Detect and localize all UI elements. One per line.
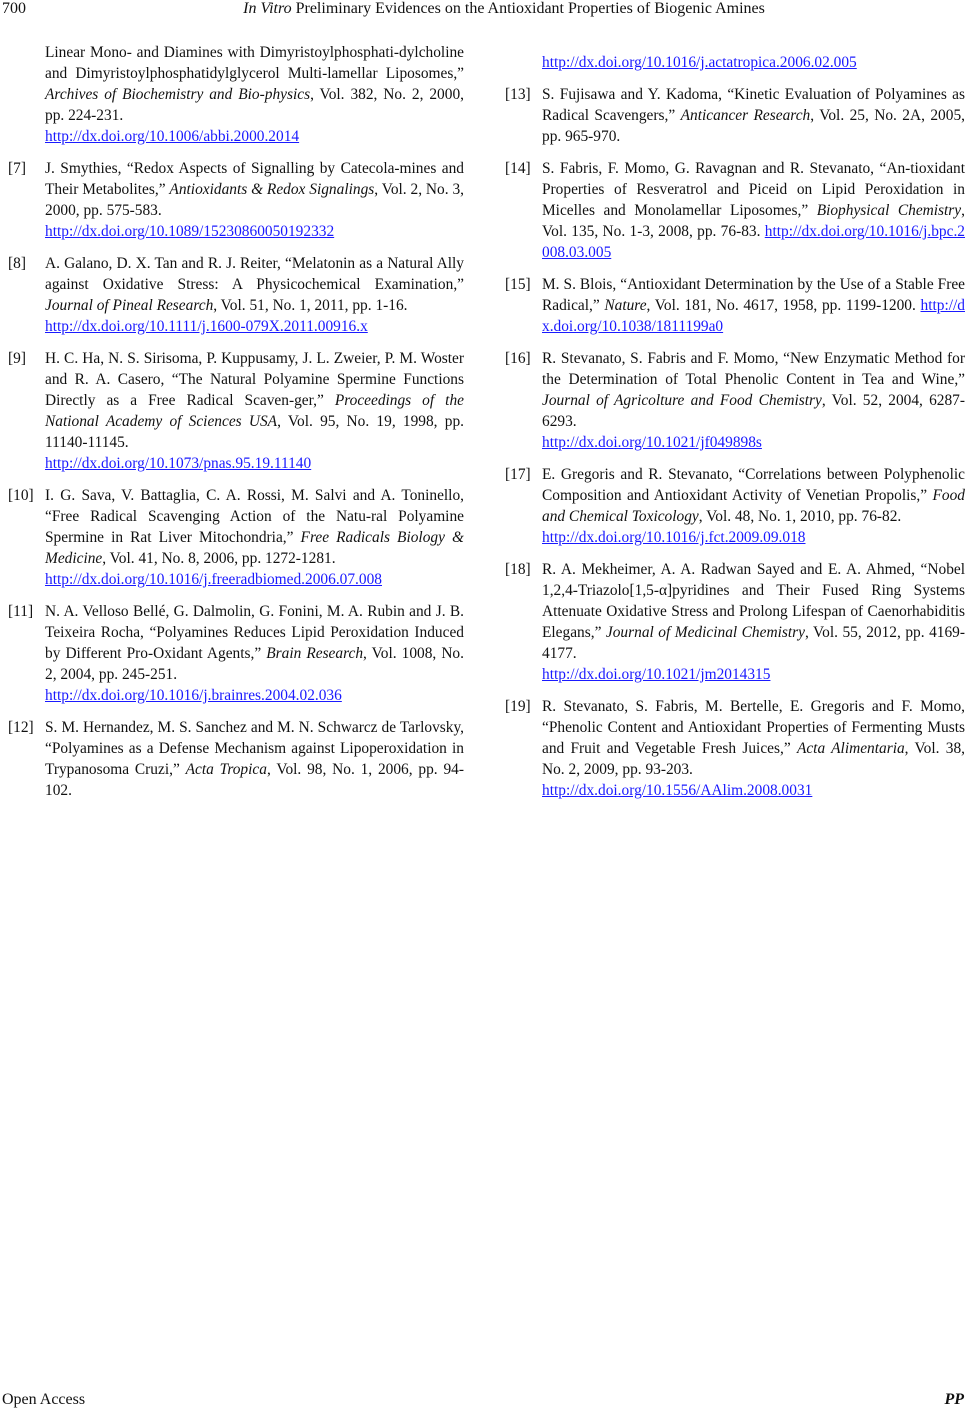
reference-number: [15] bbox=[505, 276, 531, 293]
reference-text: , Vol. 52, 2004, 6287-6293. bbox=[542, 392, 965, 430]
reference-number: [9] bbox=[8, 350, 26, 367]
reference-text: , Vol. 1008, No. 2, 2004, pp. 245-251. bbox=[45, 645, 464, 683]
reference-text: , Vol. 135, No. 1-3, 2008, pp. 76-83. bbox=[542, 202, 965, 240]
reference-body bbox=[45, 485, 464, 590]
right-column bbox=[505, 52, 965, 812]
reference-body bbox=[45, 717, 464, 801]
reference-body bbox=[45, 158, 464, 242]
reference-body bbox=[542, 158, 965, 263]
reference-item bbox=[8, 485, 464, 590]
doi-link[interactable]: http://dx.doi.org/10.1089/15230860050192332 bbox=[45, 223, 335, 240]
reference-source: Free Radicals Biology & Medicine bbox=[45, 529, 464, 567]
running-title bbox=[0, 0, 968, 18]
reference-text: R. A. Mekheimer, A. A. Radwan Sayed and E. A. Ahmed, “Nobel 1,2,4-Triazolo[1,5-α]pyridines and Their Fused Ring Systems Attenuate Oxidative Stress and Prolong Lifespan of Caenorhabiditis Elegans,” bbox=[542, 561, 965, 641]
reference-text: , Vol. 55, 2012, pp. 4169-4177. bbox=[542, 624, 965, 662]
doi-link[interactable]: http://dx.doi.org/10.1016/j.bpc.2008.03.005 bbox=[542, 223, 965, 261]
reference-text: , Vol. 98, No. 1, 2006, pp. 94-102. bbox=[45, 761, 464, 799]
doi-link[interactable]: http://dx.doi.org/10.1016/j.brainres.2004.02.036 bbox=[45, 687, 342, 704]
reference-number: [16] bbox=[505, 350, 531, 367]
reference-text: E. Gregoris and R. Stevanato, “Correlations between Polyphenolic Composition and Antioxidant Activity of Venetian Propolis,” bbox=[542, 466, 965, 504]
reference-text: S. Fabris, F. Momo, G. Ravagnan and R. Stevanato, “An-tioxidant Properties of Resveratrol and Piceid on Lipid Peroxidation in Micelles and Monolamellar Liposomes,” bbox=[542, 160, 965, 219]
reference-body bbox=[45, 601, 464, 706]
reference-item bbox=[505, 464, 965, 548]
doi-link[interactable]: http://dx.doi.org/10.1021/jf049898s bbox=[542, 434, 762, 451]
reference-text: N. A. Velloso Bellé, G. Dalmolin, G. Fonini, M. A. Rubin and J. B. Teixeira Rocha, “Polyamines Reduces Lipid Peroxidation Induced by Different Pro-Oxidant Agents,” bbox=[45, 603, 464, 662]
reference-source: Archives of Biochemistry and Bio-physics bbox=[45, 86, 311, 103]
reference-text: , Vol. 382, No. 2, 2000, pp. 224-231. bbox=[45, 86, 464, 124]
reference-source: Journal of Agricolture and Food Chemistry bbox=[542, 392, 822, 409]
reference-item bbox=[8, 253, 464, 337]
reference-text: , Vol. 181, No. 4617, 1958, pp. 1199-1200. bbox=[646, 297, 921, 314]
reference-item bbox=[8, 158, 464, 242]
running-title-text: Preliminary Evidences on the Antioxidant Properties of Biogenic Amines bbox=[291, 0, 765, 17]
reference-number: [13] bbox=[505, 86, 531, 103]
reference-item bbox=[8, 717, 464, 801]
reference-item bbox=[505, 274, 965, 337]
reference-text: I. G. Sava, V. Battaglia, C. A. Rossi, M. Salvi and A. Toninello, “Free Radical Scavenging Action of the Natu-ral Polyamine Spermine in Rat Liver Mitochondria,” bbox=[45, 487, 464, 546]
reference-number: [8] bbox=[8, 255, 26, 272]
reference-text: , Vol. 2, No. 3, 2000, pp. 575-583. bbox=[45, 181, 464, 219]
reference-number: [10] bbox=[8, 487, 34, 504]
reference-source: Biophysical Chemistry bbox=[816, 202, 962, 219]
reference-text: , Vol. 95, No. 19, 1998, pp. 11140-11145. bbox=[45, 413, 464, 451]
reference-text: , Vol. 38, No. 2, 2009, pp. 93-203. bbox=[542, 740, 965, 778]
reference-source: Acta Tropica bbox=[185, 761, 267, 778]
reference-item bbox=[8, 348, 464, 474]
reference-text: A. Galano, D. X. Tan and R. J. Reiter, “Melatonin as a Natural Ally against Oxidative Stress: A Physicochemical Examination,” bbox=[45, 255, 464, 293]
reference-item bbox=[505, 559, 965, 685]
reference-text: , Vol. 51, No. 1, 2011, pp. 1-16. bbox=[213, 297, 408, 314]
footer-journal-abbrev: PP bbox=[944, 1391, 964, 1408]
reference-item bbox=[505, 696, 965, 801]
reference-text: S. M. Hernandez, M. S. Sanchez and M. N. Schwarcz de Tarlovsky, “Polyamines as a Defense Mechanism against Lipoperoxidation in Trypanosoma Cruzi,” bbox=[45, 719, 464, 778]
reference-text: , Vol. 41, No. 8, 2006, pp. 1272-1281. bbox=[102, 550, 336, 567]
doi-link[interactable]: http://dx.doi.org/10.1111/j.1600-079X.2011.00916.x bbox=[45, 318, 368, 335]
reference-source: Antioxidants & Redox Signalings bbox=[169, 181, 375, 198]
reference-text: R. Stevanato, S. Fabris, M. Bertelle, E. Gregoris and F. Momo, “Phenolic Content and Antioxidant Properties of Fermenting Musts and Fruit and Vegetable Fresh Juices,” bbox=[542, 698, 965, 757]
reference-source: Proceedings of the National Academy of Sciences USA bbox=[45, 392, 464, 430]
reference-number: [12] bbox=[8, 719, 34, 736]
reference-source: Journal of Pineal Research bbox=[45, 297, 214, 314]
doi-link[interactable]: http://dx.doi.org/10.1556/AAlim.2008.0031 bbox=[542, 782, 813, 799]
doi-link[interactable]: http://dx.doi.org/10.1006/abbi.2000.2014 bbox=[45, 128, 300, 145]
reference-body bbox=[542, 348, 965, 453]
reference-text: S. Fujisawa and Y. Kadoma, “Kinetic Evaluation of Polyamines as Radical Scavengers,” bbox=[542, 86, 965, 124]
reference-text: J. Smythies, “Redox Aspects of Signalling by Catecola-mines and Their Metabolites,” bbox=[45, 160, 464, 198]
reference-number: [7] bbox=[8, 160, 26, 177]
reference-body bbox=[45, 253, 464, 337]
reference-body bbox=[542, 559, 965, 685]
reference-body bbox=[542, 464, 965, 548]
doi-link[interactable]: http://dx.doi.org/10.1073/pnas.95.19.11140 bbox=[45, 455, 312, 472]
reference-number: [14] bbox=[505, 160, 531, 177]
reference-item bbox=[505, 348, 965, 453]
reference-text: H. C. Ha, N. S. Sirisoma, P. Kuppusamy, J. L. Zweier, P. M. Woster and R. A. Casero, “The Natural Polyamine Spermine Functions Directly as a Free Radical Scaven-ger,” bbox=[45, 350, 464, 409]
doi-link[interactable]: http://dx.doi.org/10.1016/j.actatropica.2006.02.005 bbox=[542, 54, 857, 71]
reference-number: [11] bbox=[8, 603, 34, 620]
left-column bbox=[8, 42, 464, 812]
doi-link[interactable]: http://dx.doi.org/10.1038/1811199a0 bbox=[542, 297, 965, 335]
reference-body bbox=[45, 348, 464, 474]
reference-source: Nature bbox=[604, 297, 647, 314]
reference-source: Journal of Medicinal Chemistry bbox=[605, 624, 805, 641]
reference-text: R. Stevanato, S. Fabris and F. Momo, “New Enzymatic Method for the Determination of Total Phenolic Content in Tea and Wine,” bbox=[542, 350, 965, 388]
reference-text: M. S. Blois, “Antioxidant Determination by the Use of a Stable Free Radical,” bbox=[542, 276, 965, 314]
reference-body bbox=[542, 696, 965, 801]
reference-text: Linear Mono- and Diamines with Dimyristoylphosphati-dylcholine and Dimyristoylphosphatidylglycerol Multi-lamellar Liposomes,” bbox=[45, 44, 464, 82]
reference-continuation bbox=[505, 52, 965, 73]
reference-source: Acta Alimentaria bbox=[796, 740, 905, 757]
reference-item bbox=[8, 601, 464, 706]
doi-link[interactable]: http://dx.doi.org/10.1016/j.freeradbiomed.2006.07.008 bbox=[45, 571, 382, 588]
page-number: 700 bbox=[2, 0, 26, 17]
reference-number: [19] bbox=[505, 698, 531, 715]
running-title-italic: In Vitro bbox=[243, 0, 292, 17]
reference-source: Brain Research bbox=[266, 645, 364, 662]
reference-text: , Vol. 25, No. 2A, 2005, pp. 965-970. bbox=[542, 107, 965, 145]
doi-link[interactable]: http://dx.doi.org/10.1016/j.fct.2009.09.018 bbox=[542, 529, 806, 546]
footer-open-access: Open Access bbox=[2, 1391, 86, 1408]
reference-source: Food and Chemical Toxicology bbox=[542, 487, 965, 525]
reference-body bbox=[542, 84, 965, 147]
reference-number: [17] bbox=[505, 466, 531, 483]
reference-number: [18] bbox=[505, 561, 531, 578]
reference-item bbox=[505, 158, 965, 263]
reference-text: , Vol. 48, No. 1, 2010, pp. 76-82. bbox=[698, 508, 902, 525]
reference-source: Anticancer Research bbox=[680, 107, 811, 124]
reference-item bbox=[505, 84, 965, 147]
doi-link[interactable]: http://dx.doi.org/10.1021/jm2014315 bbox=[542, 666, 771, 683]
reference-body bbox=[542, 274, 965, 337]
reference-continuation bbox=[8, 42, 464, 147]
